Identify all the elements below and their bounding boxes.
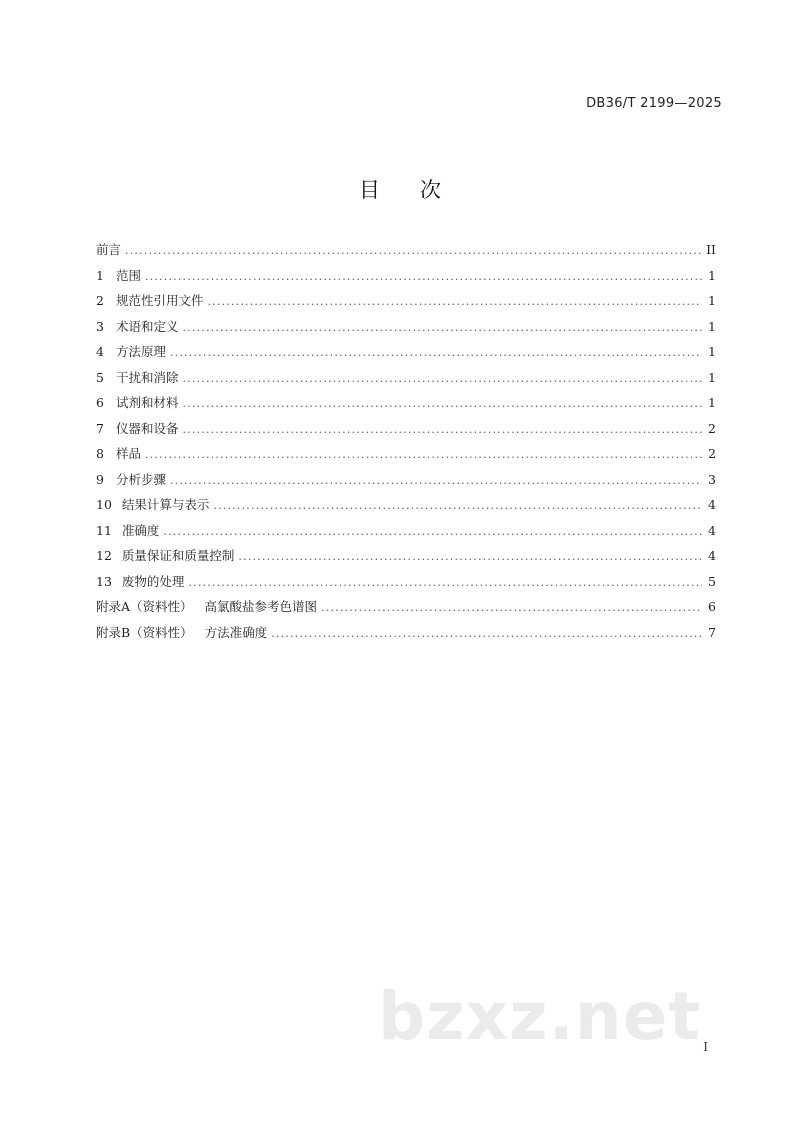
toc-leader-dots [188, 576, 702, 589]
toc-entry-page: 1 [708, 318, 716, 334]
toc-leader-dots [238, 550, 702, 563]
toc-entry-title [96, 444, 141, 462]
toc-entry-title [96, 495, 209, 513]
toc-entry[interactable] [96, 342, 716, 368]
toc-entry-number: 10 [96, 497, 112, 512]
toc-leader-dots [182, 423, 702, 436]
toc-entry-title [96, 470, 166, 488]
toc-entry-page: 7 [708, 624, 716, 640]
table-of-contents [96, 240, 716, 648]
toc-leader-dots [145, 448, 702, 461]
toc-entry[interactable] [96, 546, 716, 572]
toc-entry-number: 13 [96, 573, 112, 589]
toc-entry-title [96, 342, 166, 360]
toc-leader-dots [271, 627, 702, 640]
toc-entry-page: 4 [708, 548, 716, 563]
toc-entry-number: 3 [96, 318, 104, 334]
toc-entry-label: 试剂和材料 [115, 395, 179, 410]
toc-leader-dots [213, 499, 702, 512]
toc-entry-number: 1 [96, 267, 104, 283]
toc-title-char-2: 次 [420, 178, 441, 202]
toc-entry-label: 结果计算与表示 [121, 497, 210, 512]
toc-entry[interactable] [96, 240, 716, 266]
toc-entry[interactable] [96, 393, 716, 419]
toc-leader-dots [170, 474, 702, 487]
toc-entry-number: 12 [96, 548, 112, 563]
toc-entry-number: 附录B（资料性） [96, 624, 193, 640]
toc-entry-label: 样品 [115, 446, 141, 461]
toc-entry-page: 4 [708, 497, 716, 512]
toc-entry[interactable] [96, 317, 716, 343]
toc-entry-title [96, 623, 267, 641]
toc-entry-number: 7 [96, 420, 104, 436]
toc-entry-number: 2 [96, 293, 104, 308]
toc-entry-page: 2 [708, 420, 716, 436]
toc-leader-dots [182, 372, 702, 385]
toc-entry-title [96, 240, 121, 258]
toc-entry[interactable] [96, 291, 716, 317]
toc-leader-dots [321, 601, 702, 614]
toc-leader-dots [125, 244, 702, 257]
toc-entry-page: 1 [708, 267, 716, 283]
toc-entry-number: 附录A（资料性） [96, 599, 193, 614]
toc-entry-page: 1 [708, 293, 716, 308]
toc-title [0, 174, 800, 204]
toc-entry-label: 范围 [115, 267, 141, 283]
toc-entry[interactable] [96, 368, 716, 394]
toc-entry-title [96, 266, 141, 284]
toc-entry[interactable] [96, 521, 716, 547]
toc-entry-page: 5 [708, 573, 716, 589]
toc-entry-title [96, 368, 178, 386]
toc-entry-page: 1 [708, 369, 716, 385]
toc-entry-number: 9 [96, 471, 104, 487]
toc-entry-title [96, 521, 159, 539]
toc-entry-label: 高氯酸盐参考色谱图 [204, 599, 318, 614]
toc-entry[interactable] [96, 470, 716, 496]
toc-entry[interactable] [96, 572, 716, 598]
toc-entry-number: 4 [96, 344, 104, 359]
toc-entry[interactable] [96, 419, 716, 445]
toc-entry-title [96, 572, 184, 590]
toc-entry-label: 质量保证和质量控制 [121, 548, 235, 563]
toc-entry-label: 规范性引用文件 [115, 293, 204, 308]
watermark: bzxz.net [378, 978, 702, 1055]
toc-entry-title [96, 597, 317, 615]
toc-leader-dots [145, 270, 702, 283]
toc-entry-label: 术语和定义 [115, 318, 179, 334]
toc-entry-title [96, 291, 203, 309]
toc-entry-label: 干扰和消除 [115, 369, 179, 385]
toc-entry-number: 11 [96, 522, 112, 538]
toc-entry-page: 3 [708, 471, 716, 487]
toc-entry-label: 方法原理 [115, 344, 166, 359]
toc-leader-dots [207, 295, 702, 308]
toc-entry-label: 方法准确度 [204, 624, 268, 640]
toc-entry-page: 1 [708, 395, 716, 410]
toc-entry-number: 6 [96, 395, 104, 410]
toc-entry-title [96, 317, 178, 335]
toc-leader-dots [182, 321, 702, 334]
toc-leader-dots [182, 397, 702, 410]
toc-leader-dots [163, 525, 702, 538]
toc-entry-title [96, 393, 178, 411]
toc-entry[interactable] [96, 495, 716, 521]
toc-entry[interactable] [96, 623, 716, 649]
toc-entry-page: 2 [708, 446, 716, 461]
toc-entry-page: 6 [708, 599, 716, 614]
toc-entry[interactable] [96, 597, 716, 623]
toc-entry-label: 仪器和设备 [115, 420, 179, 436]
toc-entry[interactable] [96, 266, 716, 292]
toc-entry-page: 1 [708, 344, 716, 359]
toc-title-char-1: 目 [359, 178, 380, 202]
toc-entry-number: 5 [96, 369, 104, 385]
toc-leader-dots [170, 346, 702, 359]
toc-entry-title [96, 419, 178, 437]
toc-entry-title [96, 546, 234, 564]
page-number: I [703, 1040, 708, 1054]
toc-entry-label: 前言 [96, 242, 122, 257]
toc-entry-page: 4 [708, 522, 716, 538]
toc-entry[interactable] [96, 444, 716, 470]
toc-entry-number: 8 [96, 446, 104, 461]
standard-code: DB36/T 2199—2025 [586, 96, 722, 111]
toc-entry-page: II [706, 242, 716, 257]
toc-entry-label: 废物的处理 [121, 573, 185, 589]
toc-entry-label: 分析步骤 [115, 471, 166, 487]
toc-entry-label: 准确度 [121, 522, 160, 538]
